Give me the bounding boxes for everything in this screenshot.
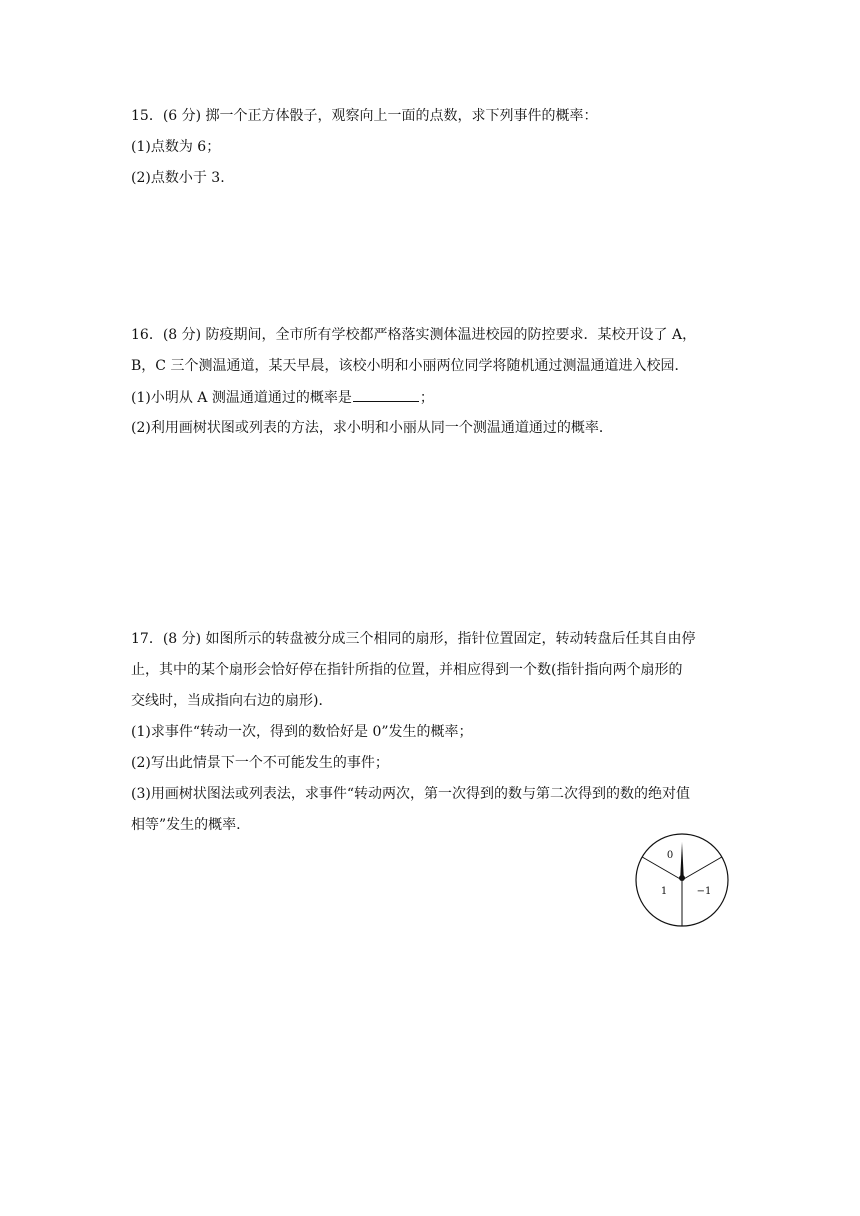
q16-stem-line2: B，C 三个测温通道，某天早晨，该校小明和小丽两位同学将随机通过测温通道进入校园．: [131, 358, 689, 374]
spinner-divider-right: [682, 857, 722, 880]
q17-part3-line1: (3)用画树状图法或列表法，求事件“转动两次，第一次得到的数与第二次得到的数的绝对值: [131, 786, 690, 802]
q15-part1: (1)点数为 6；: [131, 139, 221, 155]
spinner-divider-left: [642, 857, 682, 880]
q15-stem: 15．(6 分) 掷一个正方体骰子，观察向上一面的点数，求下列事件的概率：: [131, 108, 598, 124]
answer-blank: [353, 387, 419, 402]
q16-part1-end: ；: [419, 390, 434, 406]
q17-stem-line2: 止，其中的某个扇形会恰好停在指针所指的位置，并相应得到一个数(指针指向两个扇形的: [131, 662, 683, 678]
q17-stem-line1: 17．(8 分) 如图所示的转盘被分成三个相同的扇形，指针位置固定，转动转盘后任其自由停: [131, 631, 696, 647]
q17-part1: (1)求事件“转动一次，得到的数恰好是 0”发生的概率；: [131, 724, 473, 740]
spinner-pivot: [679, 875, 685, 881]
spinner-figure: [634, 832, 730, 928]
q16-part2: (2)利用画树状图或列表的方法，求小明和小丽从同一个测温通道通过的概率．: [131, 420, 613, 436]
spinner-pointer: [680, 842, 684, 878]
spinner-label-top: 0: [666, 850, 674, 861]
q15-part2: (2)点数小于 3.: [131, 170, 225, 186]
q16-part1-text: (1)小明从 A 测温通道通过的概率是: [131, 390, 352, 406]
q16-part1: [131, 387, 434, 408]
spinner-label-left: 1: [660, 886, 668, 897]
q17-part3-line2: 相等”发生的概率.: [131, 817, 241, 833]
q16-stem-line1: 16．(8 分) 防疫期间，全市所有学校都严格落实测体温进校园的防控要求．某校开设了 A，: [131, 327, 697, 343]
q17-part2: (2)写出此情景下一个不可能发生的事件；: [131, 755, 389, 771]
q17-stem-line3: 交线时，当成指向右边的扇形)．: [131, 693, 333, 709]
spinner-label-right: −1: [696, 886, 712, 897]
